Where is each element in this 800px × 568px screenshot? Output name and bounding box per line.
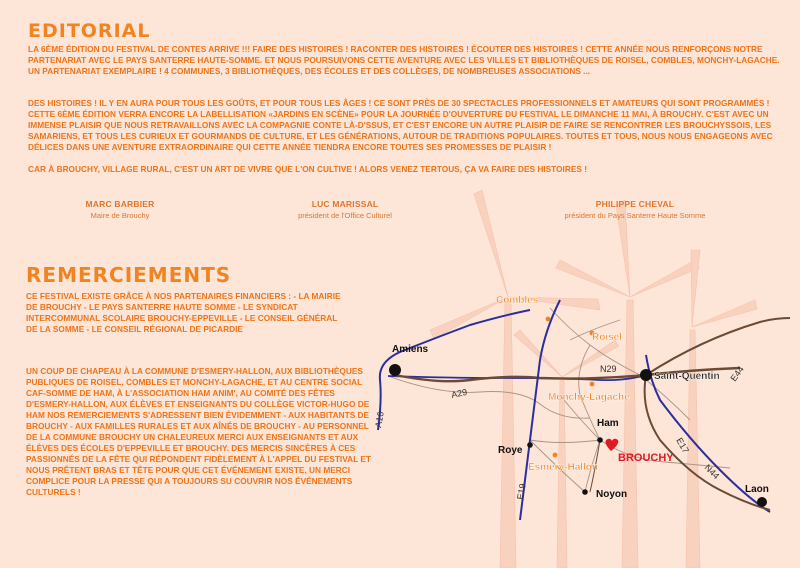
editorial-paragraph-3: CAR À BROUCHY, VILLAGE RURAL, C'EST UN ART DE VIVRE QUE L'ON CULTIVE ! ALORS VENEZ TERTOUS, ÇA VA FAIRE DES HISTOIRES ! (28, 164, 587, 174)
editorial-paragraph-2: DES HISTOIRES ! IL Y EN AURA POUR TOUS LES GOÛTS, ET POUR TOUS LES ÂGES ! CE SONT PRÈS DE 30 SPECTACLES PROFESSIONNELS ET AMATEURS QUI SONT PROGRAMMÉS ! CETTE 6ÈME ÉDITION VERRA ENCORE LA LABELLISATION «JARDINS EN SCÈNE» POUR LA JOURNÉE D'OUVERTURE DU FESTIVAL LE DIMANCHE 11 MAI, À BROUCHY. C'EST AVEC UN IMMENSE PLAISIR QUE NOUS RETRAVAILLONS AVEC LA COMPAGNIE CONTE LÀ-D'SSUS, ET C'EST ENCORE UN AUTRE PLAISIR DE FAIRE SE RENCONTRER LES BROUCHYSSOIS, LES SAMARIENS, ET TOUS LES CURIEUX ET GOURMANDS DE CULTURE, ET LES GÉNÉRATIONS, AUTOUR DE TRADITIONS POPULAIRES. TOUTES ET TOUS, NOUS NOUS ENGAGEONS AVEC DÉLICES DANS UNE AVENTURE EXTRAORDINAIRE QUI CETTE ANNÉE TIENDRA ENCORE TOUTES SES PROMESSES DE PLAISIR ! (28, 98, 773, 152)
signature-role: président de l'Office Culturel (298, 211, 392, 220)
editorial-title: EDITORIAL (28, 20, 151, 42)
combles-marker (546, 317, 551, 322)
town-label-ham: Ham (597, 418, 619, 429)
road-label-a29: A29 (450, 386, 469, 400)
road-e44 (646, 318, 790, 375)
town-label-brouchy: BROUCHY (618, 452, 674, 464)
town-label-noyon: Noyon (596, 489, 628, 500)
signature-mayor (60, 199, 180, 220)
town-label-amiens: Amiens (392, 344, 429, 355)
signature-pays-president (535, 199, 735, 220)
town-label-laon: Laon (745, 484, 769, 495)
road-label-e17: E17 (674, 436, 691, 455)
road-label-n44: N44 (702, 462, 722, 482)
town-label-esmery: Esmery-Hallon (528, 462, 599, 473)
road-label-a16: A16 (373, 410, 386, 429)
signature-name: LUC MARISSAL (311, 199, 379, 209)
town-label-combles: Combles (496, 295, 539, 306)
town-label-saint-quentin: Saint-Quentin (654, 371, 720, 382)
noyon-marker (582, 489, 588, 495)
thanks-text: UN COUP DE CHAPEAU À LA COMMUNE D'ESMERY-HALLON, AUX BIBLIOTHÈQUES PUBLIQUES DE ROISEL, COMBLES ET MONCHY-LAGACHE, ET AU CENTRE SOCIAL CAF-SOMME DE HAM, À L'ASSOCIATION HAM ANIM', AU COMITÉ DES FÊTES D'ESMERY-HALLON, AUX ÉLÈVES ET ENSEIGNANTS DU COLLÈGE VICTOR-HUGO DE HAM NOS REMERCIEMENTS S'ADRESSENT BIEN ÉVIDEMMENT - AUX HABITANTS DE BROUCHY - AUX FAMILLES RURALES ET AUX AÎNÉS DE BROUCHY - AU PERSONNEL DE LA COMMUNE BROUCHY UN CHALEUREUX MERCI AUX ENSEIGNANTS ET AUX ÉLÈVES DES ÉCOLES D'EPPEVILLE ET BROUCHY. DES MERCIS SINCÈRES À CES PASSIONNÉS DE LA FÊTE QUI RÉPONDENT FIDÈLEMENT À L'APPEL DU FESTIVAL ET NOUS PRÊTENT BRAS ET TÊTE POUR QUE CET ÉVÉNEMENT EXISTE, UN MERCI COMPLICE POUR LA PRESSE QUI A TOUJOURS SU COUVRIR NOS ÉVÉNEMENTS CULTURELS ! (26, 366, 371, 497)
signature-name: PHILIPPE CHEVAL (595, 199, 675, 209)
town-markers (389, 317, 767, 507)
town-label-roye: Roye (498, 445, 523, 456)
amiens-marker (389, 364, 401, 376)
editorial-intro: LA 6ÈME ÉDITION DU FESTIVAL DE CONTES ARRIVE !!! FAIRE DES HISTOIRES ! RACONTER DES HISTOIRES ! ÉCOUTER DES HISTOIRES ! CETTE ANNÉE NOUS RENFORÇONS NOTRE PARTENARIAT AVEC LE PAYS SANTERRE HAUTE-SOMME. ET NOUS POURSUIVONS CETTE AVENTURE AVEC LES VILLES ET BIBLIOTHÈQUES DE ROISEL, COMBLES, MONCHY-LAGACHE. UN PARTENARIAT EXEMPLAIRE ! 4 COMMUNES, 3 BIBLIOTHÈQUES, DES ÉCOLES ET DES COLLÈGES, DE NOMBREUSES ASSOCIATIONS ... (28, 44, 780, 76)
signature-role: Maire de Brouchy (90, 211, 150, 220)
signature-cultural-office (260, 199, 430, 220)
road-label-n29: N29 (600, 364, 617, 374)
remerciements-title: REMERCIEMENTS (26, 263, 232, 287)
road-label-e19: E19 (515, 482, 528, 501)
partners-list: CE FESTIVAL EXISTE GRÂCE À NOS PARTENAIRES FINANCIERS : - LA MAIRIE DE BROUCHY - LE PAYS SANTERRE HAUTE SOMME - LE SYNDICAT INTERCOMMUNAL SCOLAIRE BROUCHY-EPPEVILLE - LE CONSEIL GÉNÉRAL DE LA SOMME - LE CONSEIL RÉGIONAL DE PICARDIE (26, 291, 341, 334)
signature-name: MARC BARBIER (85, 199, 155, 209)
signature-role: président du Pays Santerre Haute Somme (564, 211, 706, 220)
road-label-e44: E44 (728, 364, 746, 384)
town-label-roisel: Roisel (592, 332, 623, 343)
esmery-marker (553, 453, 558, 458)
town-label-monchy: Monchy-Lagache (548, 392, 630, 403)
saint-quentin-marker (640, 369, 652, 381)
roye-marker (527, 442, 533, 448)
laon-marker (757, 497, 767, 507)
monchy-marker (590, 382, 595, 387)
ham-marker (597, 437, 603, 443)
